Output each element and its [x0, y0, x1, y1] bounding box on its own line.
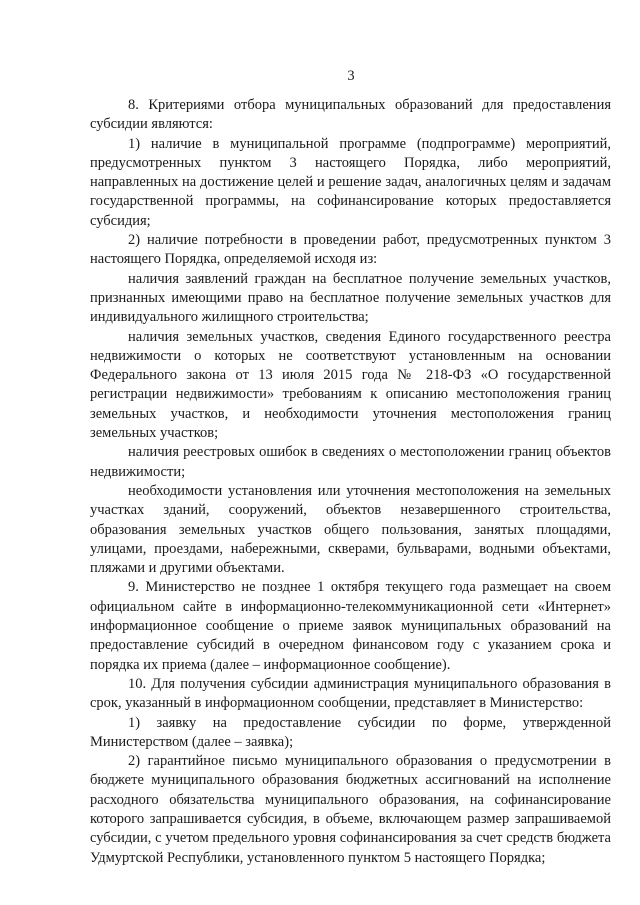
paragraph-item-9: 9. Министерство не позднее 1 октября текущего года размещает на своем официальном сайте в информационно-телекоммуникационной сети «Интернет» информационное сообщение о приеме заявок муниципальных образований на предоставление субсидий в очередном финансовом году с указанием срока и порядка их приема (далее – информационное сообщение). [90, 579, 611, 673]
paragraph-subitem-location-on-plots: необходимости установления или уточнения местоположения на земельных участках зданий, сооружений, объектов незавершенного строительства, образования земельных участков общего пользования, занятых площадями, улицами, проездами, набережными, скверами, бульварами, водными объектами, пляжами и другими объектами. [90, 482, 611, 577]
page-number: 3 [347, 68, 355, 84]
paragraph-subitem-land-plots: наличия земельных участков, сведения Единого государственного реестра недвижимости о которых не соответствуют установленным на основании Федерального закона от 13 июля 2015 года № 218-ФЗ «О государственной регистрации недвижимости» требованиям к описанию местоположения границ земельных участков, и необходимости уточнения местоположения границ земельных участков; [90, 328, 611, 442]
paragraph-item-10-1: 1) заявку на предоставление субсидии по форме, утвержденной Министерством (далее – заявка); [90, 714, 611, 750]
paragraph-item-10: 10. Для получения субсидии администрация муниципального образования в срок, указанный в информационном сообщении, представляет в Министерство: [90, 675, 611, 712]
paragraph-subitem-applications: наличия заявлений граждан на бесплатное получение земельных участков, признанных имеющими право на бесплатное получение земельных участков для индивидуального жилищного строительства; [90, 270, 611, 326]
paragraph-item-10-2: 2) гарантийное письмо муниципального образования о предусмотрении в бюджете муниципального образования бюджетных ассигнований на исполнение расходного обязательства муниципального образования, на софинансирование которого запрашивается субсидия, в объеме, включающем размер запрашиваемой субсидии, с учетом предельного уровня софинансирования за счет средств бюджета Удмуртской Республики, установленного пунктом 5 настоящего Порядка; [90, 753, 611, 866]
paragraph-item-8-2: 2) наличие потребности в проведении работ, предусмотренных пунктом 3 настоящего Порядка, определяемой исходя из: [90, 232, 611, 268]
paragraph-item-8-1: 1) наличие в муниципальной программе (подпрограмме) мероприятий, предусмотренных пунктом 3 настоящего Порядка, либо мероприятий, направленных на достижение целей и решение задач, аналогичных целям и задачам государственной программы, на софинансирование которых предоставляется субсидия; [90, 135, 611, 229]
body-text [90, 96, 611, 868]
paragraph-subitem-registry-errors: наличия реестровых ошибок в сведениях о местоположении границ объектов недвижимости; [90, 444, 611, 480]
paragraph-item-8: 8. Критериями отбора муниципальных образований для предоставления субсидии являются: [90, 97, 611, 133]
